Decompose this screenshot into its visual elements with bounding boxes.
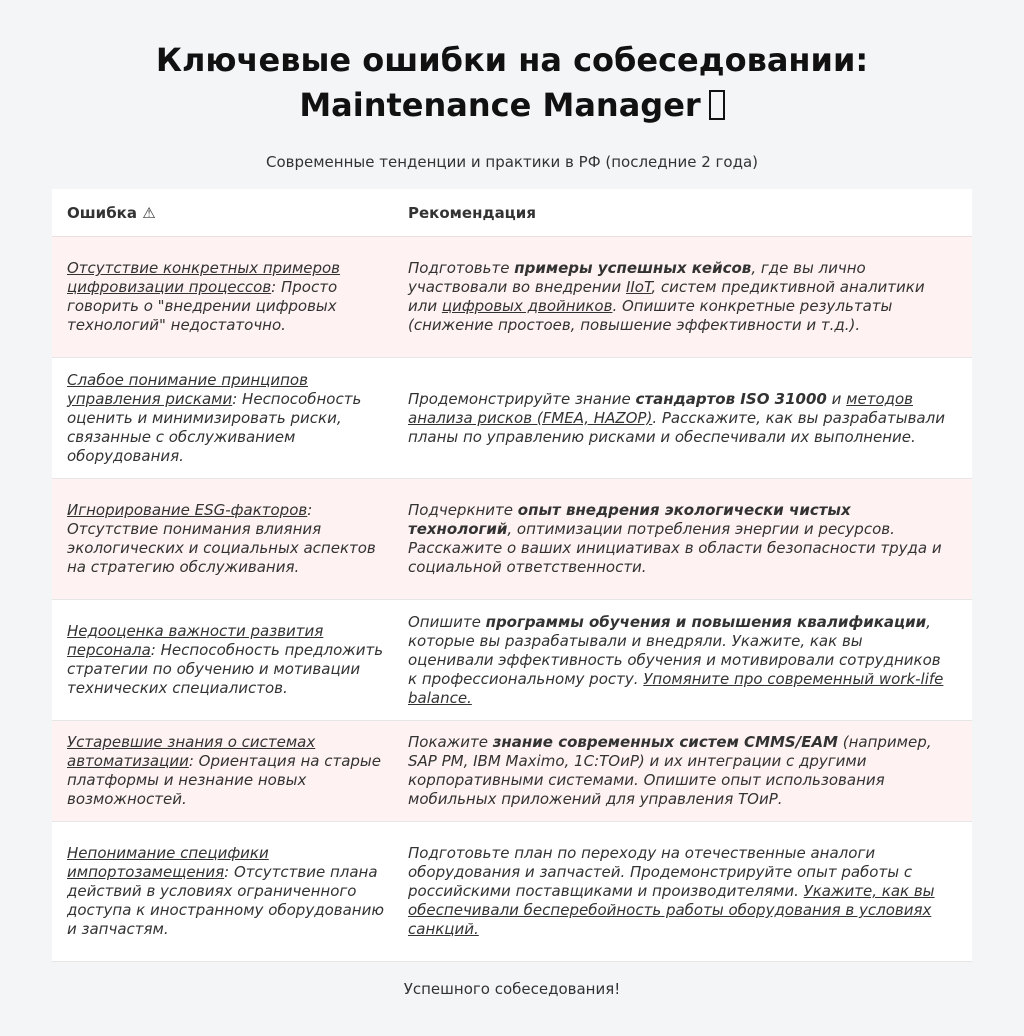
- mistakes-table: [52, 189, 972, 962]
- recommendation-cell: [392, 844, 972, 939]
- error-cell: [52, 259, 392, 335]
- rec-bold: программы обучения и повышения квалификации: [485, 612, 927, 631]
- table-row: [52, 822, 972, 962]
- recommendation-cell: [392, 259, 972, 335]
- rec-bold: опыт внедрения экологически чистых технологий: [408, 501, 851, 538]
- error-cell: [52, 501, 392, 577]
- rec-text: , систем предиктивной аналитики или: [408, 278, 925, 315]
- recommendation-cell: [392, 501, 972, 577]
- error-text: : Ориентация на старые платформы и незнание новых возможностей.: [67, 752, 381, 808]
- rec-text: Подготовьте план по переходу на отечественные аналоги оборудования и запчастей. Продемонстрируйте опыт работы с российскими поставщиками и производителями.: [408, 844, 913, 900]
- rec-text: Покажите: [408, 733, 493, 751]
- error-text: : Отсутствие понимания влияния экологических и социальных аспектов на стратегию обслуживания.: [67, 501, 376, 576]
- rec-text: , которые вы разрабатывали и внедряли. Укажите, как вы оценивали эффективность обучения и мотивировали сотрудников к профессиональному росту.: [408, 612, 941, 688]
- error-title: Непонимание специфики импортозамещения: [67, 844, 269, 881]
- rec-underlined: IIoT: [625, 278, 652, 296]
- rec-text: Продемонстрируйте знание: [408, 389, 636, 408]
- error-cell: [52, 733, 392, 809]
- title-line-2: Maintenance Manager: [299, 86, 701, 124]
- page-title: [0, 38, 1024, 128]
- rec-underlined: методов анализа рисков (FMEA, HAZOP): [408, 389, 914, 427]
- rec-bold: примеры успешных кейсов: [514, 259, 752, 277]
- rec-bold: стандартов ISO 31000: [635, 389, 827, 408]
- rec-text: , оптимизации потребления энергии и ресурсов. Расскажите о ваших инициативах в области безопасности труда и социальной ответственности.: [408, 520, 942, 576]
- recommendation-cell: [392, 733, 972, 809]
- recommendation-cell: [392, 613, 972, 708]
- error-cell: [52, 622, 392, 698]
- page-subtitle: Современные тенденции и практики в РФ (последние 2 года): [266, 153, 758, 171]
- rec-text: и: [826, 389, 847, 408]
- error-title: Игнорирование ESG-факторов: [67, 501, 308, 519]
- title-line-1: Ключевые ошибки на собеседовании:: [155, 41, 869, 79]
- error-title: Недооценка важности развития персонала: [67, 622, 324, 659]
- rec-text: Подчеркните: [408, 501, 518, 519]
- table-row: [52, 358, 972, 479]
- rec-text: Опишите: [408, 612, 486, 631]
- error-text: : Неспособность оценить и минимизировать риски, связанные с обслуживанием оборудования.: [67, 389, 362, 465]
- error-text: : Неспособность предложить стратегии по обучению и мотивации технических специалистов.: [67, 641, 384, 697]
- error-title: Отсутствие конкретных примеров цифровизации процессов: [67, 259, 341, 296]
- rec-text: Подготовьте: [408, 259, 515, 277]
- footer-text: Успешного собеседования!: [403, 980, 621, 998]
- table-row: [52, 600, 972, 721]
- error-text: : Просто говорить о "внедрении цифровых технологий" недостаточно.: [67, 278, 338, 334]
- missing-glyph-icon: [709, 90, 725, 120]
- table-row: [52, 721, 972, 822]
- error-cell: [52, 371, 392, 466]
- column-header-recommendation: Рекомендация: [408, 203, 536, 222]
- rec-text: (например, SAP PM, IBM Maximo, 1С:ТОиР) и их интеграции с другими корпоративными системами. Опишите опыт использования мобильных приложений для управления ТОиР.: [408, 733, 932, 808]
- rec-underlined: Укажите, как вы обеспечивали бесперебойность работы оборудования в условиях санкций.: [408, 882, 935, 938]
- rec-bold: знание современных систем CMMS/EAM: [492, 733, 838, 751]
- table-row: [52, 237, 972, 358]
- rec-text: . Расскажите, как вы разрабатывали планы по управлению рисками и обеспечивали их выполнение.: [408, 408, 945, 446]
- column-header-error: Ошибка ⚠: [67, 203, 156, 222]
- rec-text: , где вы лично участвовали во внедрении: [408, 259, 866, 296]
- rec-text: . Опишите конкретные результаты (снижение простоев, повышение эффективности и т.д.).: [408, 297, 893, 334]
- rec-underlined: Упомяните про современный work-life balance.: [408, 669, 944, 707]
- table-header: [52, 189, 972, 237]
- error-text: : Отсутствие плана действий в условиях ограниченного доступа к иностранному оборудованию и запчастям.: [67, 863, 384, 938]
- error-title: Устаревшие знания о системах автоматизации: [67, 733, 316, 770]
- recommendation-cell: [392, 390, 972, 447]
- error-title: Слабое понимание принципов управления рисками: [67, 370, 308, 408]
- error-cell: [52, 844, 392, 939]
- table-row: [52, 479, 972, 600]
- rec-underlined: цифровых двойников: [441, 297, 613, 315]
